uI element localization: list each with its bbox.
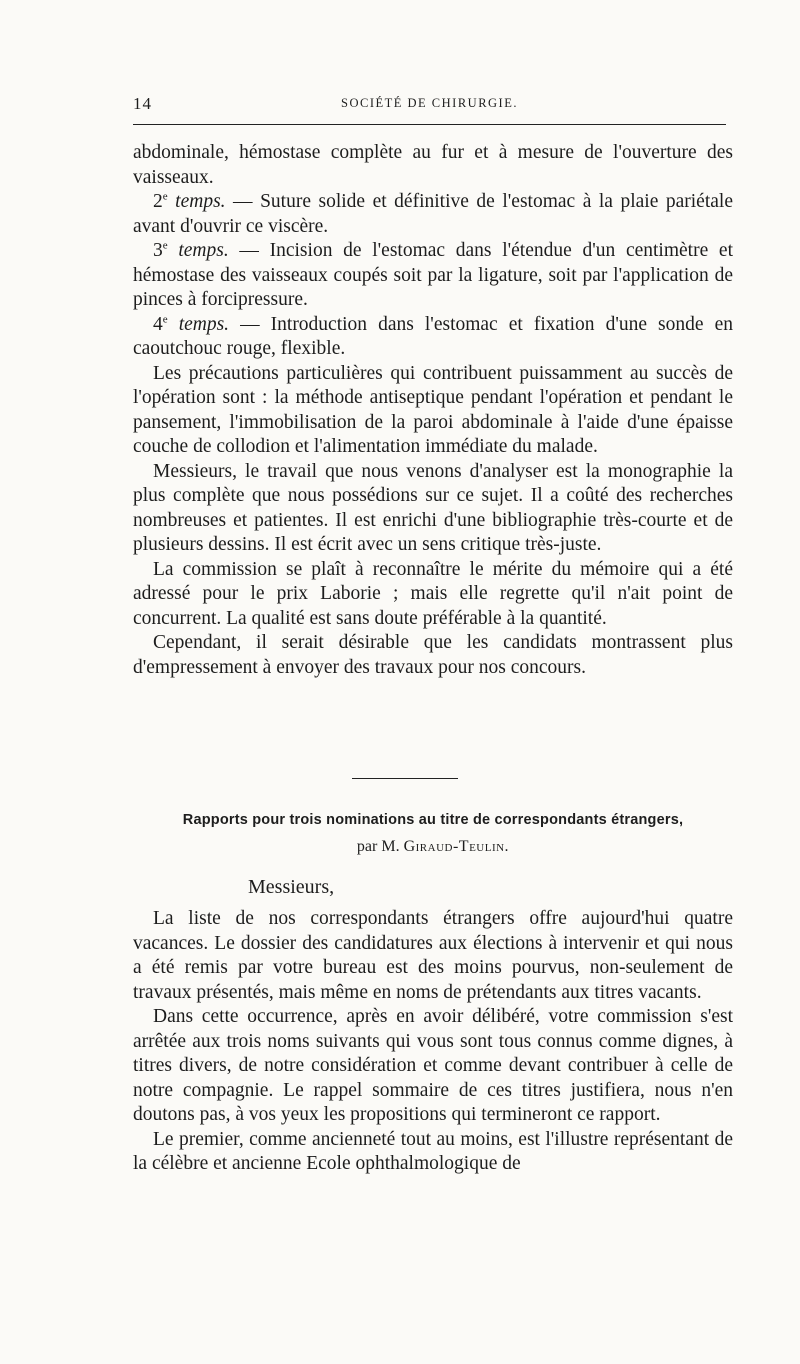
step-number: 2e [153,190,168,212]
step-label: temps. [167,240,229,261]
byline-prefix: par M. [356,838,400,855]
paragraph: Dans cette occurrence, après en avoir délibéré, votre commission s'est arrêtée aux trois noms suivants qui vous sont tous connus comme dignes, à titres divers, de notre considération et comme devant contribuer à celle de notre compagnie. Le rappel sommaire de ces titres justifiera, nous n'en doutons pas, à vos yeux les propositions qui termineront ce rapport. [133,1006,733,1125]
header-rule [133,124,726,125]
paragraph [133,362,733,460]
paragraph [133,460,733,558]
byline [133,838,733,856]
paragraph-text: abdominale, hémostase complète au fur et à mesure de l'ouverture des vaisseaux. [133,142,733,188]
paragraph-text: Messieurs, le travail que nous venons d'analyser est la monographie la plus complète que nous possédions sur ce sujet. Il a coûté des recherches nombreuses et patientes. Il est enrichi d'une bibliographie très-courte et de plusieurs dessins. Il est écrit avec un sens critique très-juste. [133,460,733,555]
paragraph [133,313,733,362]
paragraph [133,239,733,313]
body-text-bottom [133,907,733,1177]
body-text-top [133,141,733,680]
paragraph-text: Les précautions particulières qui contribuent puissamment au succès de l'opération sont : la méthode antiseptique pendant l'opération et pendant le pansement, l'immobilisation de la paroi abdominale à l'aide d'une épaisse couche de collodion et l'alimentation immédiate du malade. [133,362,733,457]
paragraph [133,631,733,680]
paragraph: La liste de nos correspondants étrangers offre aujourd'hui quatre vacances. Le dossier des candidatures aux élections à intervenir et qui nous a été remis par votre bureau est des moins pourvus, non-seulement de travaux présentés, mais même en noms de prétendants aux titres vacants. [133,908,733,1003]
paragraph-text: — Introduction dans l'estomac et fixation d'une sonde en caoutchouc rouge, flexible. [133,313,733,359]
page-header [133,94,726,116]
paragraph-text: — Incision de l'estomac dans l'étendue d'un centimètre et hémostase des vaisseaux coupés soit par la ligature, soit par l'application de pinces à forcipressure. [133,240,733,310]
step-number: 3e [153,239,168,261]
paragraph-text: — Suture solide et définitive de l'estomac à la plaie pariétale avant d'ouvrir ce viscère. [133,191,733,237]
running-head: SOCIÉTÉ DE CHIRURGIE. [341,96,518,110]
step-label: temps. [167,313,230,335]
paragraph [133,558,733,632]
step-number: 4e [153,313,168,335]
section-title: Rapports pour trois nominations au titre de correspondants étrangers, [182,812,684,828]
paragraph [133,190,733,239]
paragraph-text: Cependant, il serait désirable que les candidats montrassent plus d'empressement à envoyer des travaux pour nos concours. [133,632,733,678]
paragraph: Le premier, comme ancienneté tout au moins, est l'illustre représentant de la célèbre et ancienne Ecole ophthalmologique de [133,1128,733,1174]
page-number: 14 [133,94,152,113]
paragraph-text: La commission se plaît à reconnaître le mérite du mémoire qui a été adressé pour le prix Laborie ; mais elle regrette qu'il n'ait point de concurrent. La qualité est sans doute préférable à la quantité. [133,558,733,629]
step-label: temps. [167,191,226,212]
byline-author: Giraud-Teulin. [403,838,510,855]
paragraph [133,141,733,190]
salutation: Messieurs, [248,876,335,898]
section-divider [352,778,458,779]
